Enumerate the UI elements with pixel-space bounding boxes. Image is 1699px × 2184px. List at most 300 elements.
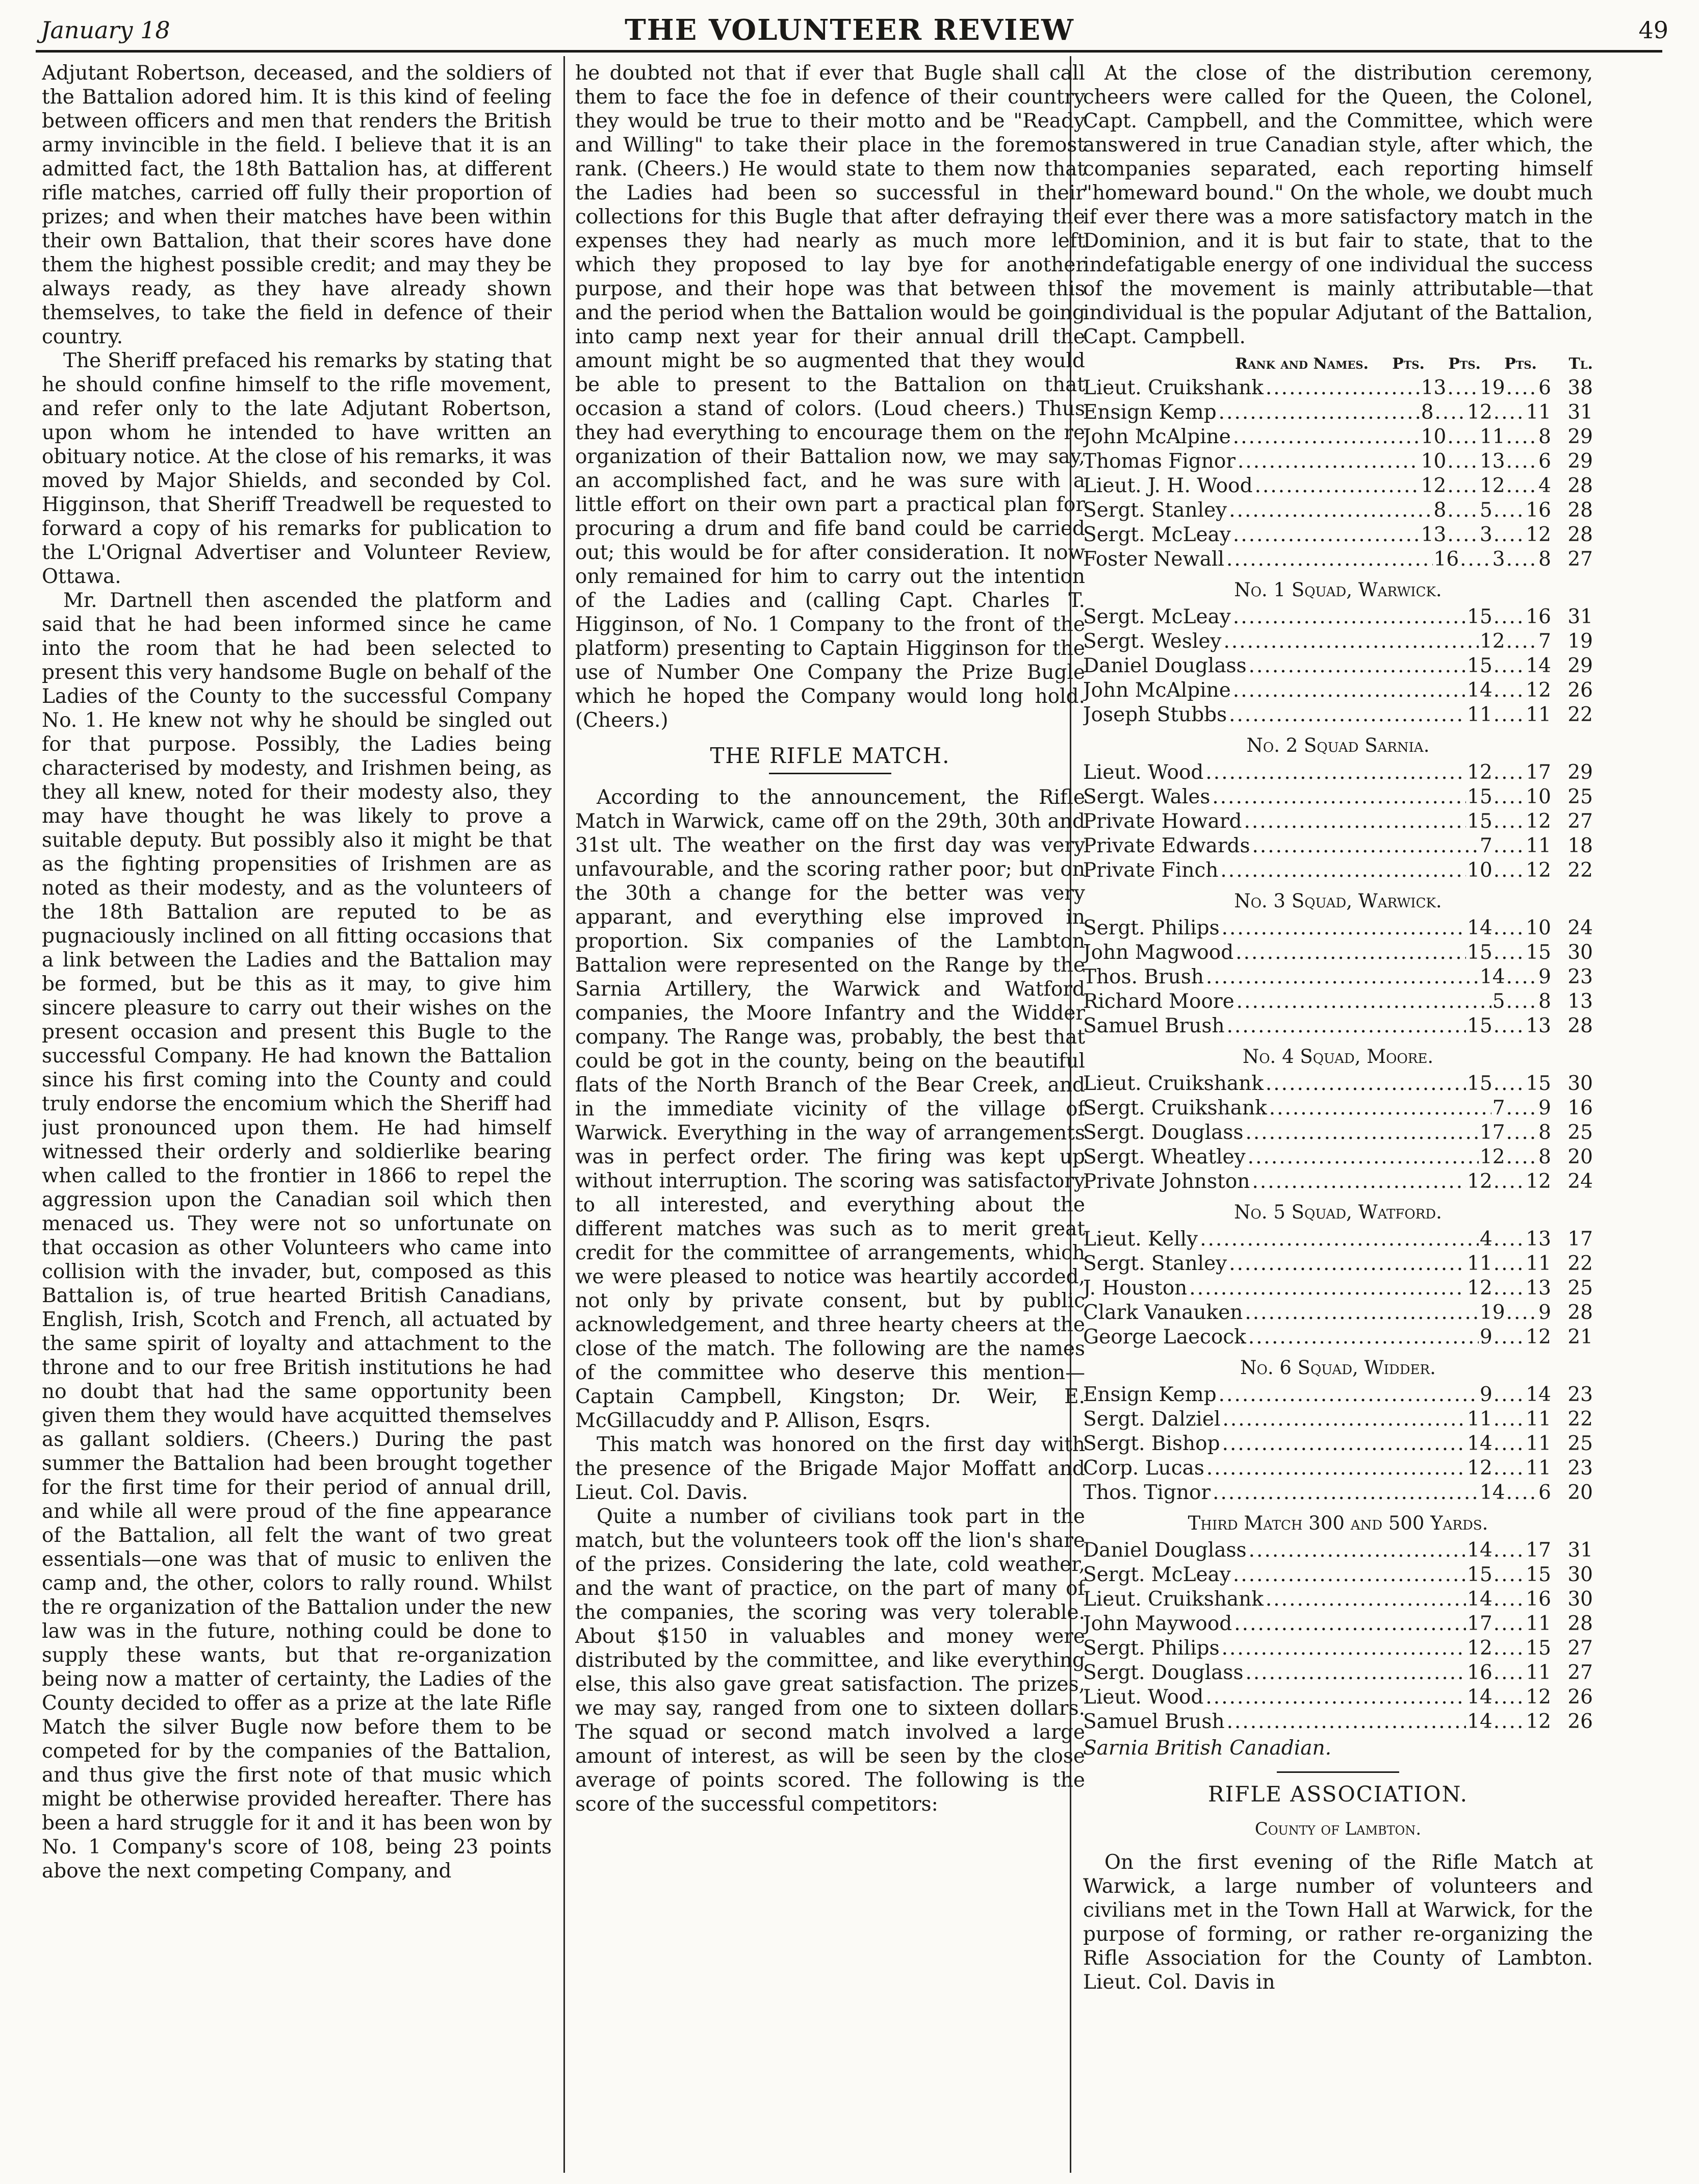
- dot-separator: ....: [1493, 1277, 1525, 1300]
- article-paragraph: At the close of the distribution ceremony, cheers were called for the Queen, the Colonel, Capt. Campbell, and the Committee, which were answered in true Canadian style, after which, the companies separated, each reporting himself "homeward bound." On the whole, we doubt much if ever there was a more satisfactory match in the Dominion, and it is but fair to state, that to the indefatigable energy of one individual the success of the movement is mainly attributable—that individual is the popular Adjutant of the Battalion, Capt. Campbell.: [1083, 62, 1593, 348]
- squad-title: Third Match 300 and 500 Yards.: [1188, 1512, 1488, 1534]
- dot-leader: [1248, 1145, 1479, 1170]
- article-paragraph: The Sheriff prefaced his remarks by stating that he should confine himself to the rifle movement, and refer only to the late Adjutant Robertson, upon whom he intended to have written an obituary notice. At the close of his remarks, it was moved by Major Shields, and seconded by Col. Higginson, that Sheriff Treadwell be requested to forward a copy of his remarks for publication to the L'Orignal Advertiser and Volunteer Review, Ottawa.: [42, 349, 552, 588]
- score-value: 10: [1526, 917, 1551, 939]
- dot-leader: [1233, 1563, 1466, 1587]
- dot-leader: [1206, 965, 1479, 989]
- score-value: 10: [1421, 425, 1447, 448]
- score-value: 12: [1467, 1170, 1492, 1193]
- dot-separator: ....: [1493, 401, 1525, 424]
- total-score: 18: [1567, 834, 1593, 857]
- score-table-header: [1083, 352, 1593, 376]
- score-value: 12: [1467, 1457, 1492, 1480]
- total-score: 25: [1567, 785, 1593, 808]
- total-score: 25: [1567, 1121, 1593, 1144]
- dot-separator: ....: [1493, 1432, 1525, 1455]
- competitor-name: Private Howard: [1083, 810, 1242, 833]
- competitor-name: Sergt. McLeay: [1083, 1563, 1231, 1586]
- competitor-name: Sergt. Douglass: [1083, 1661, 1244, 1684]
- total-score: 28: [1567, 523, 1593, 546]
- score-row: [1083, 449, 1593, 474]
- competitor-name: Richard Moore: [1083, 990, 1234, 1013]
- dot-separator: ....: [1493, 654, 1525, 677]
- score-value: 15: [1467, 941, 1492, 964]
- score-value: 6: [1538, 376, 1551, 399]
- header-cell: Tl.: [1568, 355, 1593, 373]
- section-heading-rifle-match: [575, 744, 1085, 774]
- dot-leader: [1255, 474, 1420, 498]
- score-value: 17: [1479, 1121, 1505, 1144]
- competitor-name: Sergt. Wheatley: [1083, 1146, 1246, 1169]
- squad-title: No. 2 Squad Sarnia.: [1246, 734, 1430, 756]
- total-score: 28: [1567, 474, 1593, 497]
- score-value: 11: [1526, 1432, 1551, 1455]
- score-value: 15: [1526, 941, 1551, 964]
- dot-separator: ....: [1493, 917, 1525, 939]
- score-value: 11: [1467, 1408, 1492, 1431]
- score-value: 12: [1526, 1170, 1551, 1193]
- score-value: 4: [1538, 474, 1551, 497]
- dot-separator: ....: [1506, 990, 1538, 1013]
- score-value: 12: [1526, 859, 1551, 882]
- dot-leader: [1245, 1121, 1478, 1145]
- score-row: [1083, 605, 1593, 629]
- score-value: 16: [1526, 605, 1551, 628]
- score-value: 15: [1467, 654, 1492, 677]
- dot-separator: ....: [1493, 859, 1525, 882]
- total-score: 26: [1567, 1710, 1593, 1733]
- score-value: 11: [1467, 703, 1492, 726]
- score-row: [1083, 1227, 1593, 1252]
- score-value: 15: [1467, 1014, 1492, 1037]
- dot-leader: [1205, 1685, 1466, 1710]
- dot-leader: [1235, 941, 1466, 965]
- dot-separator: ....: [1506, 966, 1538, 988]
- score-row: [1083, 989, 1593, 1014]
- score-value: 8: [1538, 548, 1551, 571]
- total-score: 22: [1567, 1408, 1593, 1431]
- dot-leader: [1227, 1014, 1466, 1038]
- score-value: 12: [1479, 1146, 1505, 1169]
- score-value: 12: [1467, 401, 1492, 424]
- dot-leader: [1245, 1301, 1479, 1325]
- dot-separator: ....: [1493, 834, 1525, 857]
- score-row: [1083, 1121, 1593, 1145]
- section-title: RIFLE ASSOCIATION.: [1207, 1782, 1469, 1807]
- score-row: [1083, 523, 1593, 547]
- dot-leader: [1269, 1096, 1491, 1121]
- dot-leader: [1238, 449, 1420, 474]
- score-row: [1083, 1252, 1593, 1276]
- score-value: 9: [1538, 1097, 1551, 1120]
- dot-separator: ....: [1434, 401, 1466, 424]
- competitor-name: Sergt. McLeay: [1083, 523, 1231, 546]
- score-value: 19: [1479, 1301, 1505, 1324]
- competitor-name: George Laecock: [1083, 1326, 1246, 1349]
- header-cell: Pts.: [1392, 355, 1425, 373]
- header-page-number: 49: [1638, 16, 1668, 44]
- dot-leader: [1219, 400, 1420, 425]
- dot-separator: ....: [1447, 450, 1479, 473]
- header-cell: Pts.: [1504, 355, 1537, 373]
- score-row: [1083, 1383, 1593, 1407]
- score-value: 9: [1479, 1326, 1492, 1349]
- dot-separator: ....: [1506, 1121, 1538, 1144]
- score-value: 15: [1467, 785, 1492, 808]
- score-value: 10: [1421, 450, 1447, 473]
- score-value: 12: [1479, 630, 1505, 653]
- score-row: [1083, 760, 1593, 785]
- dot-leader: [1234, 1612, 1466, 1636]
- total-score: 23: [1567, 966, 1593, 988]
- competitor-name: Lieut. Cruikshank: [1083, 1588, 1264, 1611]
- score-value: 17: [1526, 761, 1551, 784]
- competitor-name: John Magwood: [1083, 941, 1234, 964]
- squad-block: [1083, 1200, 1593, 1350]
- dot-leader: [1227, 1710, 1466, 1734]
- competitor-name: Samuel Brush: [1083, 1710, 1225, 1733]
- total-score: 24: [1567, 1170, 1593, 1193]
- section-title: THE RIFLE MATCH.: [710, 743, 950, 768]
- dot-separator: ....: [1447, 523, 1479, 546]
- dot-leader: [1213, 1481, 1479, 1505]
- squad-title: No. 1 Squad, Warwick.: [1234, 579, 1442, 601]
- score-value: 7: [1492, 1097, 1505, 1120]
- score-value: 12: [1526, 1710, 1551, 1733]
- squad-block: [1083, 1511, 1593, 1734]
- dot-leader: [1249, 1538, 1466, 1563]
- total-score: 23: [1567, 1457, 1593, 1480]
- article-paragraph: Quite a number of civilians took part in the match, but the volunteers took off the lion's share of the prizes. Considering the late, cold weather, and the want of practice, on the part of many of the companies, the scoring was very tolerable. About $150 in valuables and money were distributed by the committee, and like everything else, this also gave great satisfaction. The prizes, we may say, ranged from one to sixteen dollars. The squad or second match involved a large amount of interest, as will be seen by the close average of points scored. The following is the score of the successful competitors:: [575, 1505, 1085, 1816]
- dot-separator: ....: [1493, 1170, 1525, 1193]
- dot-separator: ....: [1460, 548, 1491, 571]
- score-value: 15: [1467, 810, 1492, 833]
- section-rule: [1277, 1771, 1399, 1773]
- competitor-name: John McAlpine: [1083, 425, 1231, 448]
- column-2: [575, 61, 1085, 2168]
- score-value: 14: [1467, 917, 1492, 939]
- dot-leader: [1189, 1276, 1466, 1301]
- dot-separator: ....: [1506, 1146, 1538, 1169]
- total-score: 26: [1567, 1686, 1593, 1709]
- header-cell: Pts.: [1448, 355, 1481, 373]
- squad-tables: [1083, 578, 1593, 1734]
- total-score: 27: [1567, 1637, 1593, 1660]
- total-score: 27: [1567, 548, 1593, 571]
- dot-leader: [1219, 1383, 1479, 1407]
- article-paragraph: This match was honored on the first day with the presence of the Brigade Major Moffatt and Lieut. Col. Davis.: [575, 1433, 1085, 1504]
- total-score: 28: [1567, 1612, 1593, 1635]
- total-score: 30: [1567, 1588, 1593, 1611]
- section-rule: [769, 773, 891, 774]
- score-value: 10: [1526, 785, 1551, 808]
- dot-leader: [1252, 834, 1478, 858]
- header-cell: Rank and Names.: [1235, 355, 1369, 373]
- squad-block: [1083, 889, 1593, 1038]
- dot-leader: [1200, 1227, 1479, 1252]
- competitor-name: Lieut. Kelly: [1083, 1228, 1198, 1251]
- total-score: 29: [1567, 654, 1593, 677]
- score-row: [1083, 1710, 1593, 1734]
- source-credit: Sarnia British Canadian.: [1083, 1737, 1331, 1760]
- competitor-name: Corp. Lucas: [1083, 1457, 1204, 1480]
- dot-leader: [1220, 858, 1466, 883]
- total-score: 29: [1567, 425, 1593, 448]
- dot-leader: [1245, 1661, 1466, 1685]
- score-value: 5: [1479, 499, 1492, 522]
- score-value: 7: [1538, 630, 1551, 653]
- score-row: [1083, 1685, 1593, 1710]
- competitor-name: Private Edwards: [1083, 834, 1250, 857]
- squad-title: No. 3 Squad, Warwick.: [1234, 890, 1442, 912]
- competitor-name: Ensign Kemp: [1083, 401, 1217, 424]
- total-score: 27: [1567, 810, 1593, 833]
- dot-separator: ....: [1493, 1710, 1525, 1733]
- header-rule: [36, 50, 1662, 53]
- score-table-first-match: [1083, 376, 1593, 572]
- article-paragraph: On the first evening of the Rifle Match at Warwick, a large number of volunteers and civilians met in the Town Hall at Warwick, for the purpose of forming, or rather re-organizing the Rifle Association for the County of Lambton. Lieut. Col. Davis in: [1083, 1851, 1593, 1994]
- score-value: 11: [1526, 1612, 1551, 1635]
- dot-leader: [1248, 1325, 1479, 1350]
- competitor-name: Samuel Brush: [1083, 1014, 1225, 1037]
- squad-title: No. 5 Squad, Watford.: [1234, 1201, 1442, 1223]
- score-value: 8: [1433, 499, 1447, 522]
- total-score: 28: [1567, 1301, 1593, 1324]
- total-score: 25: [1567, 1277, 1593, 1300]
- score-value: 13: [1421, 376, 1447, 399]
- score-row: [1083, 654, 1593, 678]
- dot-separator: ....: [1493, 1539, 1525, 1562]
- dot-separator: ....: [1447, 425, 1479, 448]
- dot-separator: ....: [1493, 941, 1525, 964]
- squad-block: [1083, 733, 1593, 883]
- score-value: 16: [1433, 548, 1459, 571]
- total-score: 24: [1567, 917, 1593, 939]
- dot-separator: ....: [1506, 1481, 1538, 1504]
- total-score: 20: [1567, 1146, 1593, 1169]
- dot-leader: [1223, 629, 1478, 654]
- dot-separator: ....: [1506, 425, 1538, 448]
- score-value: 8: [1538, 1121, 1551, 1144]
- total-score: 31: [1567, 401, 1593, 424]
- score-value: 6: [1538, 1481, 1551, 1504]
- dot-leader: [1233, 425, 1420, 449]
- competitor-name: John Maywood: [1083, 1612, 1232, 1635]
- score-value: 14: [1467, 1686, 1492, 1709]
- competitor-name: Lieut. Wood: [1083, 1686, 1204, 1709]
- dot-leader: [1233, 678, 1466, 703]
- score-row: [1083, 1170, 1593, 1194]
- total-score: 31: [1567, 605, 1593, 628]
- section-heading-rifle-association: [1083, 1771, 1593, 1806]
- score-value: 11: [1467, 1252, 1492, 1275]
- total-score: 17: [1567, 1228, 1593, 1251]
- score-value: 9: [1538, 1301, 1551, 1324]
- score-value: 3: [1479, 523, 1492, 546]
- squad-title: No. 6 Squad, Widder.: [1240, 1357, 1436, 1379]
- score-row: [1083, 400, 1593, 425]
- score-row: [1083, 809, 1593, 834]
- dot-leader: [1229, 498, 1432, 523]
- score-value: 5: [1492, 990, 1505, 1013]
- score-row: [1083, 498, 1593, 523]
- total-score: 30: [1567, 1072, 1593, 1095]
- score-value: 12: [1467, 1277, 1492, 1300]
- dot-leader: [1233, 605, 1466, 629]
- score-value: 14: [1467, 1432, 1492, 1455]
- dot-leader: [1222, 1407, 1466, 1432]
- dot-separator: ....: [1493, 1408, 1525, 1431]
- dot-separator: ....: [1447, 474, 1479, 497]
- dot-separator: ....: [1493, 1383, 1525, 1406]
- dot-separator: ....: [1506, 1097, 1538, 1120]
- competitor-name: Foster Newall: [1083, 548, 1224, 571]
- competitor-name: Sergt. Wales: [1083, 785, 1211, 808]
- competitor-name: Lieut. Wood: [1083, 761, 1204, 784]
- dot-leader: [1222, 916, 1466, 941]
- total-score: 20: [1567, 1481, 1593, 1504]
- score-value: 6: [1538, 450, 1551, 473]
- score-row: [1083, 1563, 1593, 1587]
- competitor-name: Sergt. Philips: [1083, 1637, 1220, 1660]
- total-score: 22: [1567, 859, 1593, 882]
- score-value: 19: [1479, 376, 1505, 399]
- dot-separator: ....: [1493, 1686, 1525, 1709]
- score-value: 8: [1538, 1146, 1551, 1169]
- total-score: 22: [1567, 1252, 1593, 1275]
- score-value: 12: [1467, 1637, 1492, 1660]
- score-value: 15: [1467, 1563, 1492, 1586]
- score-row: [1083, 1456, 1593, 1481]
- score-value: 4: [1479, 1228, 1492, 1251]
- score-row: [1083, 1276, 1593, 1301]
- score-row: [1083, 1481, 1593, 1505]
- total-score: 28: [1567, 1014, 1593, 1037]
- score-value: 8: [1538, 425, 1551, 448]
- score-value: 14: [1467, 679, 1492, 702]
- total-score: 29: [1567, 450, 1593, 473]
- score-value: 11: [1526, 1457, 1551, 1480]
- competitor-name: Sergt. Bishop: [1083, 1432, 1220, 1455]
- total-score: 30: [1567, 1563, 1593, 1586]
- score-value: 12: [1421, 474, 1447, 497]
- score-value: 13: [1526, 1228, 1551, 1251]
- score-value: 11: [1526, 834, 1551, 857]
- dot-separator: ....: [1447, 376, 1479, 399]
- score-row: [1083, 376, 1593, 400]
- score-value: 10: [1467, 859, 1492, 882]
- dot-leader: [1229, 1252, 1466, 1276]
- score-value: 12: [1479, 474, 1505, 497]
- dot-separator: ....: [1493, 761, 1525, 784]
- score-value: 9: [1538, 966, 1551, 988]
- dot-separator: ....: [1493, 810, 1525, 833]
- competitor-name: Sergt. Stanley: [1083, 499, 1227, 522]
- competitor-name: Clark Vanauken: [1083, 1301, 1243, 1324]
- total-score: 13: [1567, 990, 1593, 1013]
- dot-separator: ....: [1493, 1326, 1525, 1349]
- score-row: [1083, 834, 1593, 858]
- score-value: 15: [1526, 1637, 1551, 1660]
- squad-block: [1083, 1045, 1593, 1194]
- competitor-name: Daniel Douglass: [1083, 1539, 1247, 1562]
- score-value: 14: [1479, 966, 1505, 988]
- competitor-name: Sergt. Douglass: [1083, 1121, 1244, 1144]
- score-value: 11: [1479, 425, 1505, 448]
- score-row: [1083, 1325, 1593, 1350]
- dot-separator: ....: [1447, 499, 1479, 522]
- score-value: 15: [1467, 1072, 1492, 1095]
- score-value: 17: [1467, 1612, 1492, 1635]
- article-paragraph: Mr. Dartnell then ascended the platform and said that he had been informed since he came into the room that he had been selected to present this very handsome Bugle on behalf of the Ladies of the County to the successful Company No. 1. He knew not why he should be singled out for that purpose. Possibly, the Ladies being characterised by modesty, and Irishmen being, as they all knew, noted for their modesty also, they may have thought he was likely to prove a suitable deputy. But possibly also it might be that as the fighting propensities of Irishmen are as noted as their modesty, and as the volunteers of the 18th Battalion are reputed to be as pugnaciously inclined on all fitting occasions that a link between the Ladies and the Battalion may be formed, but be this as it may, to give him sincere pleasure to carry out their wishes on the present occasion and present this Bugle to the successful Company. He had known the Battalion since his first coming into the County and could truly endorse the encomium which the Sheriff had just pronounced upon them. He had himself witnessed their orderly and soldierlike bearing when called to the frontier in 1866 to repel the aggression upon the Canadian soil which then menaced us. They were not so unfortunate on that occasion as other Volunteers who came into collision with the invader, but, composed as this Battalion is, of true hearted British Canadians, English, Irish, Scotch and French, all actuated by the same spirit of loyalty and attachment to the throne and to our free British institutions he had no doubt that had the same opportunity been given them they would have acquitted themselves as gallant soldiers. (Cheers.) During the past summer the Battalion had been brought together for the first time for their period of annual drill, and while all were proud of the fine appearance of the Battalion, all felt the want of two great essentials—one was that of music to enliven the camp and, the other, colors to rally round. Whilst the re organization of the Battalion under the new law was in the future, nothing could be done to supply these wants, but that re-organization being now a matter of certainty, the Ladies of the County decided to offer as a prize at the late Rifle Match the silver Bugle now before them to be competed for by the companies of the Battalion, and thus give the first note of that music which might be otherwise provided hereafter. There has been a hard struggle for it and it has been won by No. 1 Company's score of 108, being 23 points above the next competing Company, and: [42, 589, 552, 1883]
- dot-leader: [1229, 703, 1466, 727]
- dot-leader: [1266, 1587, 1466, 1612]
- score-value: 11: [1526, 1408, 1551, 1431]
- score-row: [1083, 1301, 1593, 1325]
- dot-leader: [1244, 809, 1466, 834]
- total-score: 28: [1567, 499, 1593, 522]
- score-value: 12: [1526, 679, 1551, 702]
- dot-separator: ....: [1493, 1637, 1525, 1660]
- score-row: [1083, 678, 1593, 703]
- dot-separator: ....: [1493, 605, 1525, 628]
- score-value: 9: [1479, 1383, 1492, 1406]
- score-row: [1083, 1587, 1593, 1612]
- score-value: 14: [1467, 1588, 1492, 1611]
- competitor-name: Thos. Brush: [1083, 966, 1204, 988]
- dot-leader: [1206, 1456, 1466, 1481]
- score-value: 15: [1526, 1072, 1551, 1095]
- dot-separator: ....: [1506, 376, 1538, 399]
- dot-leader: [1249, 654, 1466, 678]
- dot-leader: [1266, 376, 1420, 400]
- squad-title: No. 4 Squad, Moore.: [1242, 1046, 1434, 1068]
- dot-separator: ....: [1493, 703, 1525, 726]
- total-score: 22: [1567, 703, 1593, 726]
- score-row: [1083, 858, 1593, 883]
- competitor-name: Private Johnston: [1083, 1170, 1250, 1193]
- score-value: 14: [1526, 654, 1551, 677]
- score-value: 13: [1526, 1014, 1551, 1037]
- score-value: 17: [1526, 1539, 1551, 1562]
- page-header: [0, 0, 1699, 56]
- total-score: 25: [1567, 1432, 1593, 1455]
- header-date: January 18: [41, 16, 170, 44]
- column-divider: [563, 56, 565, 2173]
- dot-leader: [1252, 1170, 1466, 1194]
- competitor-name: Ensign Kemp: [1083, 1383, 1217, 1406]
- competitor-name: Private Finch: [1083, 859, 1219, 882]
- dot-separator: ....: [1506, 548, 1538, 571]
- dot-leader: [1212, 785, 1466, 809]
- dot-separator: ....: [1493, 1612, 1525, 1635]
- score-value: 15: [1526, 1563, 1551, 1586]
- dot-separator: ....: [1493, 1072, 1525, 1095]
- competitor-name: John McAlpine: [1083, 679, 1231, 702]
- dot-separator: ....: [1506, 1301, 1538, 1324]
- dot-leader: [1205, 760, 1466, 785]
- dot-separator: ....: [1493, 1457, 1525, 1480]
- score-value: 14: [1479, 1481, 1505, 1504]
- competitor-name: Sergt. Philips: [1083, 917, 1220, 939]
- dot-separator: ....: [1493, 1661, 1525, 1684]
- total-score: 26: [1567, 679, 1593, 702]
- article-paragraph: Adjutant Robertson, deceased, and the soldiers of the Battalion adored him. It is this kind of feeling between officers and men that renders the British army invincible in the field. I believe that it is an admitted fact, the 18th Battalion has, at different rifle matches, carried off fully their proportion of prizes; and when their matches have been within their own Battalion, that their scores have done them the highest possible credit; and may they be always ready, as they have already shown themselves, to take the field in defence of their country.: [42, 62, 552, 348]
- column-1: [42, 61, 552, 2168]
- score-value: 12: [1526, 1326, 1551, 1349]
- section-subtitle: County of Lambton.: [1254, 1819, 1422, 1839]
- score-value: 15: [1467, 605, 1492, 628]
